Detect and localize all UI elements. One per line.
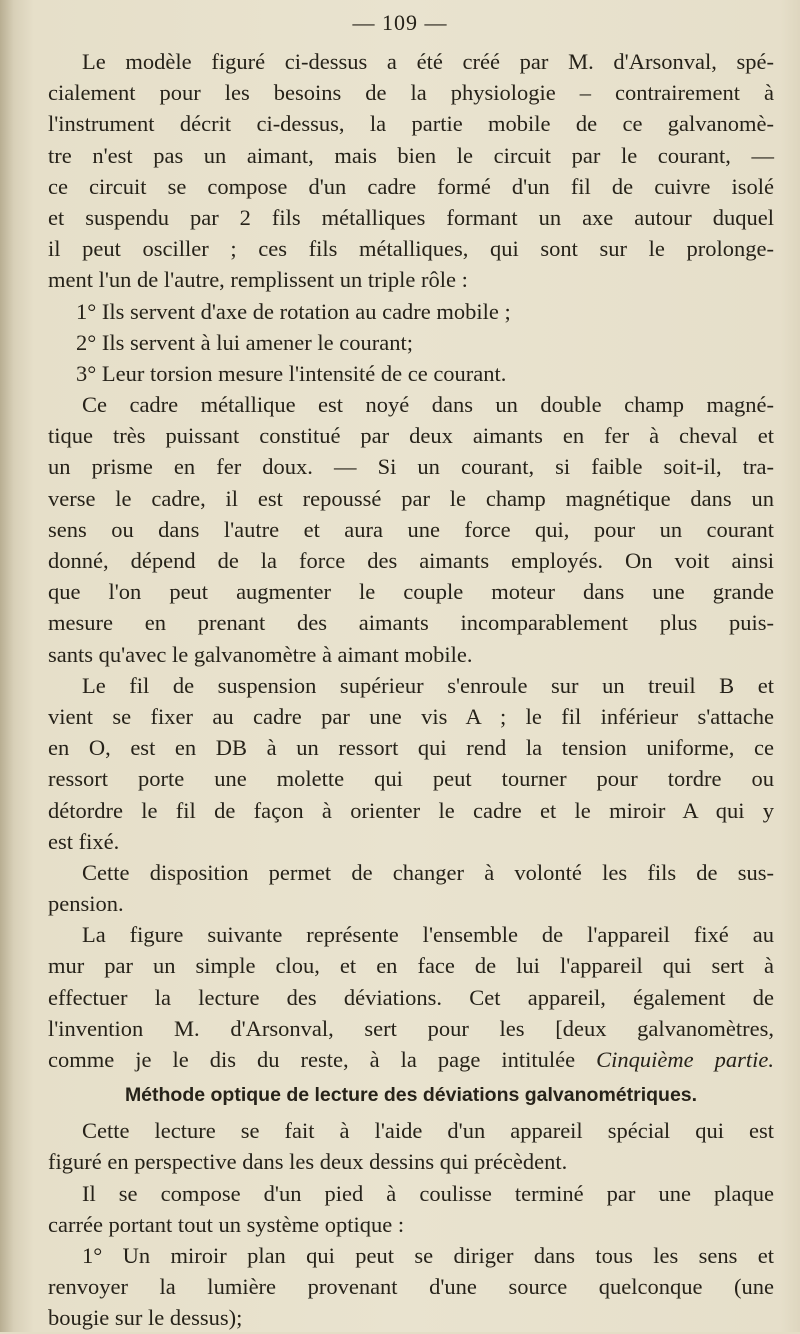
text-line: Il se compose d'un pied à coulisse terminé par une plaque — [82, 1180, 774, 1206]
text-line: 1° Ils servent d'axe de rotation au cadre mobile ; — [76, 298, 511, 324]
text-line: un prisme en fer doux. — Si un courant, si faible soit-il, tra- — [48, 454, 774, 480]
text-line: en O, est en DB à un ressort qui rend la tension uniforme, ce — [48, 735, 774, 761]
text-line: renvoyer la lumière provenant d'une source quelconque (une — [48, 1274, 774, 1300]
text-line: sens ou dans l'autre et aura une force qui, pour un courant — [48, 516, 774, 542]
text-line: mur par un simple clou, et en face de lui l'appareil qui sert à — [48, 953, 774, 979]
text-line: Cette disposition permet de changer à volonté les fils de sus- — [82, 859, 774, 885]
text-line: il peut osciller ; ces fils métalliques, qui sont sur le prolonge- — [48, 236, 774, 262]
text-line: ment l'un de l'autre, remplissent un triple rôle : — [48, 267, 468, 293]
text-line: cialement pour les besoins de la physiologie – contrairement à — [48, 80, 774, 106]
text-line: donné, dépend de la force des aimants employés. On voit ainsi — [48, 548, 774, 573]
text-line: et suspendu par 2 fils métalliques formant un axe autour duquel — [48, 204, 774, 230]
text-line: mesure en prenant des aimants incomparablement plus puis- — [48, 610, 774, 636]
section-heading: Méthode optique de lecture des déviations galvanométriques. — [124, 1084, 698, 1107]
text-line: 1° Un miroir plan qui peut se diriger dans tous les sens et — [82, 1242, 774, 1268]
text-line: l'instrument décrit ci-dessus, la partie mobile de ce galvanomè- — [48, 111, 774, 137]
text-line: ce circuit se compose d'un cadre formé d'un fil de cuivre isolé — [48, 173, 774, 199]
text-line: est fixé. — [48, 828, 120, 854]
text-line: vient se fixer au cadre par une vis A ; le fil inférieur s'attache — [48, 703, 774, 729]
text-line: carrée portant tout un système optique : — [48, 1211, 405, 1237]
page-body — [48, 46, 774, 1334]
italic-reference: Cinquième partie. — [596, 1047, 775, 1072]
text-line: 2° Ils servent à lui amener le courant; — [76, 329, 413, 355]
text-line: verse le cadre, il est repoussé par le champ magnétique dans un — [48, 485, 774, 511]
text-line: La figure suivante représente l'ensemble de l'appareil fixé au — [82, 922, 774, 948]
text-run: comme je le dis du reste, à la page intitulée — [48, 1047, 576, 1072]
text-line: ressort porte une molette qui peut tourner pour tordre ou — [48, 766, 774, 792]
text-line: pension. — [48, 891, 124, 917]
text-line: l'invention M. d'Arsonval, sert pour les [deux galvanomètres, — [48, 1015, 774, 1041]
text-line: sants qu'avec le galvanomètre à aimant mobile. — [48, 641, 473, 667]
text-line: Le fil de suspension supérieur s'enroule sur un treuil B et — [82, 672, 774, 698]
text-line: Le modèle figuré ci-dessus a été créé par M. d'Arsonval, spé- — [82, 49, 774, 74]
text-line: figuré en perspective dans les deux dessins qui précèdent. — [48, 1149, 568, 1175]
text-line: bougie sur le dessus); — [48, 1305, 243, 1331]
text-line: tique très puissant constitué par deux aimants en fer à cheval et — [48, 423, 774, 449]
text-line: Cette lecture se fait à l'aide d'un appareil spécial qui est — [82, 1118, 774, 1144]
text-line: 3° Leur torsion mesure l'intensité de ce courant. — [76, 360, 507, 386]
text-line: effectuer la lecture des déviations. Cet appareil, également de — [48, 984, 774, 1010]
text-line-with-italic — [48, 1044, 774, 1075]
text-line: détordre le fil de façon à orienter le cadre et le miroir A qui y — [48, 797, 774, 823]
text-line: que l'on peut augmenter le couple moteur dans une grande — [48, 579, 774, 605]
page-number: — 109 — — [352, 10, 448, 35]
text-line: tre n'est pas un aimant, mais bien le circuit par le courant, — — [48, 142, 774, 168]
text-line: Ce cadre métallique est noyé dans un double champ magné- — [82, 392, 774, 418]
